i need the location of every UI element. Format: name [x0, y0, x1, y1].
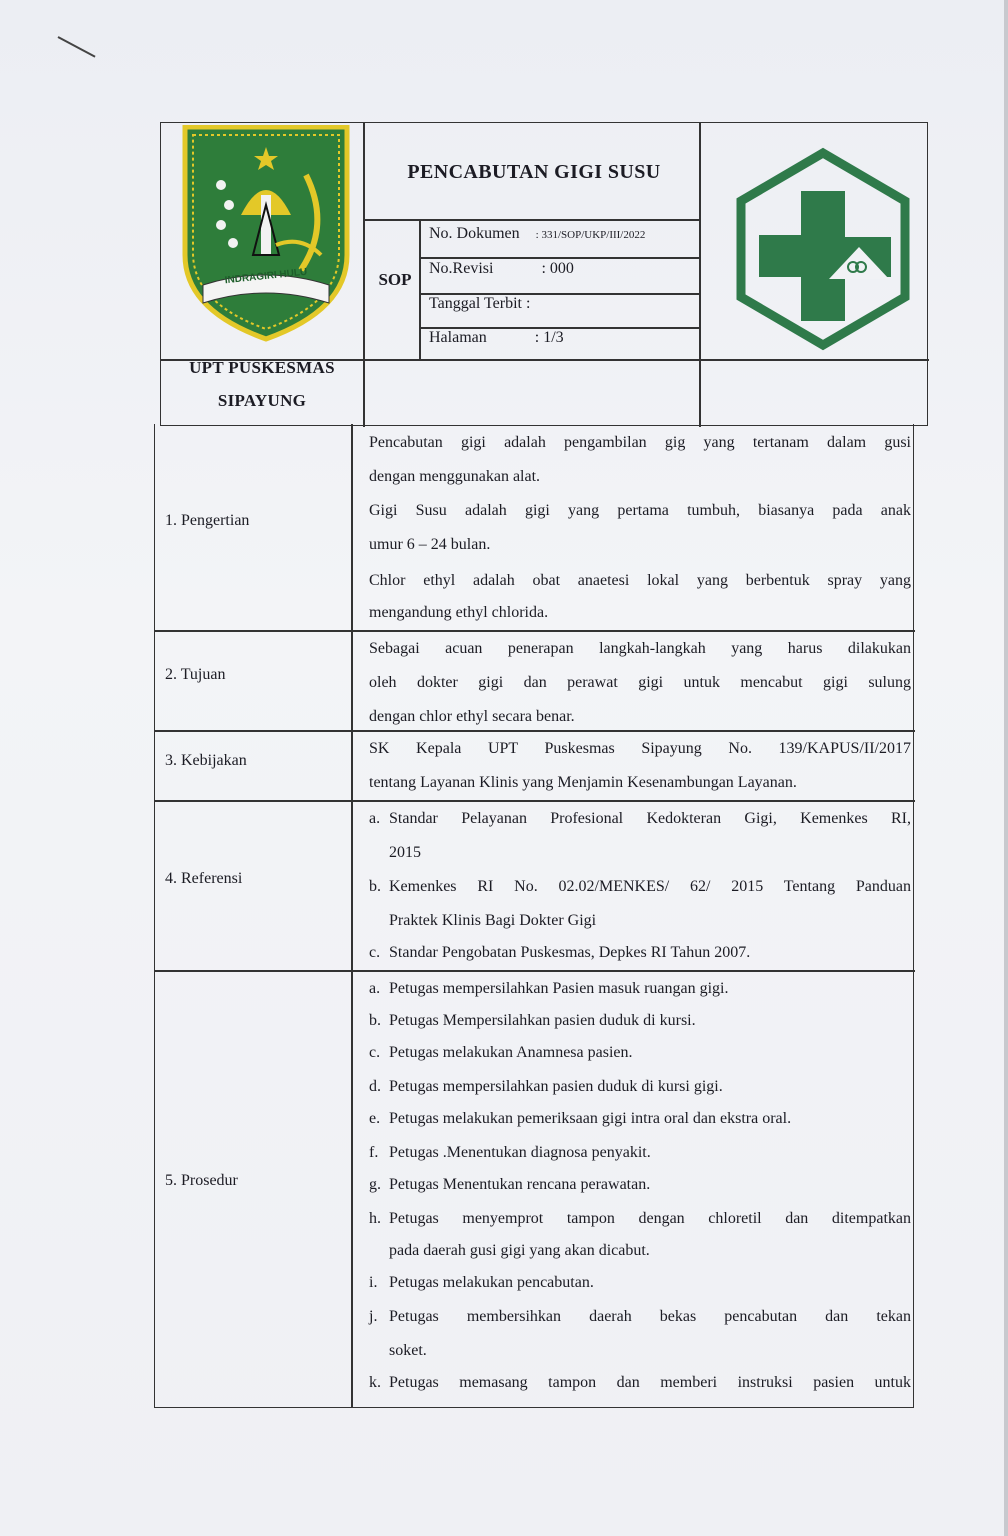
prosedur-letter: b.: [369, 1012, 381, 1029]
meta-key: No.Revisi: [429, 260, 494, 277]
prosedur-letter: h.: [369, 1210, 381, 1227]
sop-label: SOP: [378, 270, 412, 289]
label-prosedur: 5. Prosedur: [165, 1172, 238, 1189]
organization-name: [161, 351, 363, 417]
meta-key: No. Dokumen: [429, 225, 520, 242]
pengertian-line: umur 6 – 24 bulan.: [369, 536, 491, 553]
prosedur-step: Petugas .Menentukan diagnosa penyakit.: [389, 1144, 651, 1161]
org-line-1: UPT PUSKESMAS: [189, 358, 335, 377]
kebijakan-line: tentang Layanan Klinis yang Menjamin Kesenambungan Layanan.: [369, 774, 797, 791]
prosedur-letter: j.: [369, 1308, 378, 1325]
pen-mark: [58, 36, 96, 57]
prosedur-step: Petugas melakukan pemeriksaan gigi intra oral dan ekstra oral.: [389, 1110, 792, 1127]
prosedur-step: pada daerah gusi gigi yang akan dicabut.: [389, 1242, 650, 1259]
label-pengertian: 1. Pengertian: [165, 512, 250, 529]
prosedur-step: Petugas mempersilahkan Pasien masuk ruangan gigi.: [389, 980, 729, 997]
prosedur-step: Petugas membersihkan daerah bekas pencabutan dan tekan: [389, 1308, 911, 1325]
prosedur-step: Petugas memasang tampon dan memberi instruksi pasien untuk: [389, 1374, 911, 1391]
meta-value: : 331/SOP/UKP/III/2022: [535, 229, 646, 241]
emblem-banner-text: INDRAGIRI HULU: [224, 266, 308, 287]
indragiri-hulu-emblem: [181, 125, 351, 343]
prosedur-letter: f.: [369, 1144, 379, 1161]
meta-no-revisi: [429, 260, 574, 278]
sop-header-table: [160, 122, 928, 426]
referensi-line: 2015: [389, 844, 421, 861]
referensi-letter: a.: [369, 810, 381, 827]
tujuan-line: dengan chlor ethyl secara benar.: [369, 708, 575, 725]
prosedur-letter: g.: [369, 1176, 381, 1193]
pengertian-line: mengandung ethyl chlorida.: [369, 604, 549, 621]
prosedur-letter: k.: [369, 1374, 381, 1391]
referensi-line: Kemenkes RI No. 02.02/MENKES/ 62/ 2015 Tentang Panduan: [389, 878, 911, 895]
pengertian-line: Pencabutan gigi adalah pengambilan gig yang tertanam dalam gusi: [369, 434, 911, 451]
pengertian-line: Chlor ethyl adalah obat anaetesi lokal yang berbentuk spray yang: [369, 572, 911, 589]
prosedur-step: Petugas melakukan pencabutan.: [389, 1274, 594, 1291]
meta-value: : 1/3: [534, 329, 564, 346]
prosedur-step: Petugas Menentukan rencana perawatan.: [389, 1176, 651, 1193]
referensi-line: Standar Pengobatan Puskesmas, Depkes RI Tahun 2007.: [389, 944, 751, 961]
meta-tanggal-terbit: [429, 295, 534, 313]
prosedur-step: soket.: [389, 1342, 427, 1359]
prosedur-step: Petugas melakukan Anamnesa pasien.: [389, 1044, 633, 1061]
label-kebijakan: 3. Kebijakan: [165, 752, 247, 769]
meta-value: : 000: [541, 260, 574, 277]
label-tujuan: 2. Tujuan: [165, 666, 226, 683]
prosedur-step: Petugas Mempersilahkan pasien duduk di kursi.: [389, 1012, 696, 1029]
kebijakan-line: SK Kepala UPT Puskesmas Sipayung No. 139/KAPUS/II/2017: [369, 740, 911, 757]
pengertian-line: Gigi Susu adalah gigi yang pertama tumbuh, biasanya pada anak: [369, 502, 911, 519]
prosedur-step: Petugas mempersilahkan pasien duduk di kursi gigi.: [389, 1078, 723, 1095]
tujuan-line: Sebagai acuan penerapan langkah-langkah yang harus dilakukan: [369, 640, 911, 657]
meta-no-dokumen: [429, 225, 645, 243]
referensi-line: Standar Pelayanan Profesional Kedokteran Gigi, Kemenkes RI,: [389, 810, 911, 827]
prosedur-letter: a.: [369, 980, 381, 997]
meta-halaman: [429, 329, 564, 347]
prosedur-letter: e.: [369, 1110, 381, 1127]
referensi-line: Praktek Klinis Bagi Dokter Gigi: [389, 912, 597, 929]
org-line-2: SIPAYUNG: [217, 391, 307, 410]
referensi-letter: b.: [369, 878, 381, 895]
tujuan-line: oleh dokter gigi dan perawat gigi untuk mencabut gigi sulung: [369, 674, 911, 691]
referensi-letter: c.: [369, 944, 381, 961]
pengertian-line: dengan menggunakan alat.: [369, 468, 541, 485]
label-referensi: 4. Referensi: [165, 870, 243, 887]
sop-content-table: [154, 424, 914, 1408]
meta-key: Halaman: [429, 329, 487, 346]
document-title: PENCABUTAN GIGI SUSU: [407, 161, 661, 183]
puskesmas-logo: [733, 147, 913, 357]
prosedur-letter: d.: [369, 1078, 381, 1095]
prosedur-step: Petugas menyemprot tampon dengan chloretil dan ditempatkan: [389, 1210, 911, 1227]
prosedur-letter: i.: [369, 1274, 378, 1291]
meta-key: Tanggal Terbit :: [429, 295, 531, 312]
prosedur-letter: c.: [369, 1044, 381, 1061]
page-edge: [1004, 0, 1008, 1536]
